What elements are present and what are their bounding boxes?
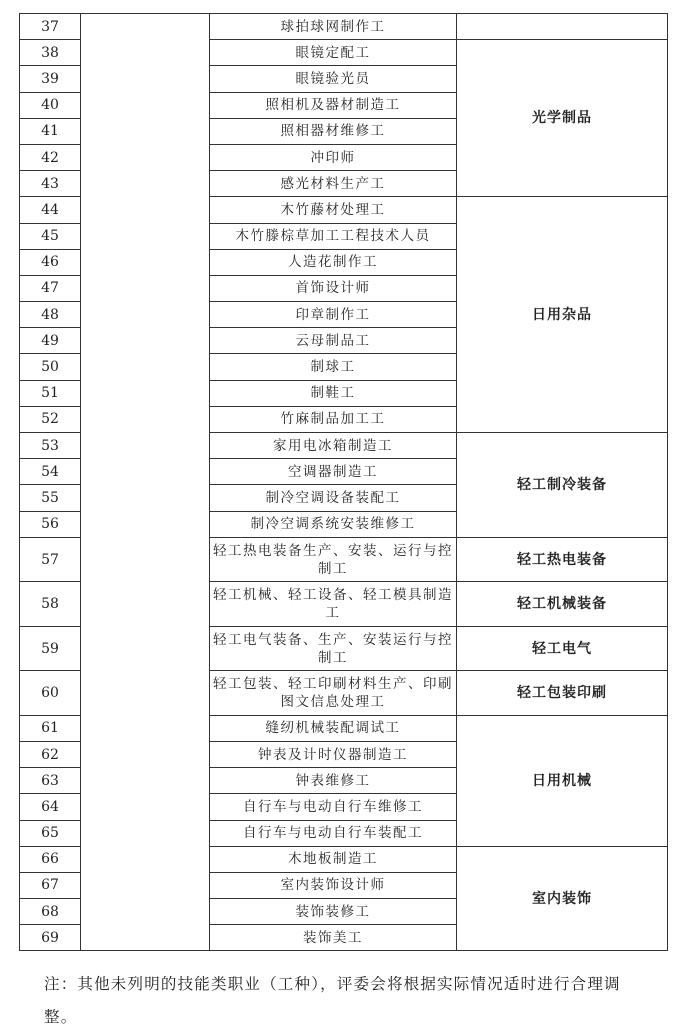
row-number: 51 (20, 380, 81, 406)
category-cell: 轻工包装印刷 (457, 671, 668, 716)
category-cell: 轻工制冷装备 (457, 433, 668, 538)
row-number: 65 (20, 820, 81, 846)
occupation-name: 装饰美工 (210, 925, 457, 951)
occupation-name: 竹麻制品加工工 (210, 406, 457, 432)
occupation-name: 人造花制作工 (210, 249, 457, 275)
row-number: 58 (20, 582, 81, 627)
category-cell: 轻工机械装备 (457, 582, 668, 627)
category-cell: 轻工电气 (457, 626, 668, 671)
occupation-name: 制球工 (210, 354, 457, 380)
occupation-name: 轻工包装、轻工印刷材料生产、印刷图文信息处理工 (210, 671, 457, 716)
occupation-name: 自行车与电动自行车维修工 (210, 794, 457, 820)
occupation-name: 空调器制造工 (210, 459, 457, 485)
row-number: 61 (20, 715, 81, 741)
occupation-name: 照相机及器材制造工 (210, 92, 457, 118)
occupation-name: 室内装饰设计师 (210, 872, 457, 898)
category-cell: 日用杂品 (457, 197, 668, 433)
row-number: 55 (20, 485, 81, 511)
occupation-name: 感光材料生产工 (210, 171, 457, 197)
occupation-name: 钟表维修工 (210, 768, 457, 794)
row-number: 50 (20, 354, 81, 380)
row-number: 38 (20, 40, 81, 66)
row-number: 48 (20, 302, 81, 328)
row-number: 44 (20, 197, 81, 223)
occupation-name: 制鞋工 (210, 380, 457, 406)
row-number: 67 (20, 872, 81, 898)
occupation-name: 云母制品工 (210, 328, 457, 354)
row-number: 64 (20, 794, 81, 820)
row-number: 62 (20, 741, 81, 767)
occupation-name: 球拍球网制作工 (210, 14, 457, 40)
row-number: 41 (20, 118, 81, 144)
occupation-name: 照相器材维修工 (210, 118, 457, 144)
occupation-name: 自行车与电动自行车装配工 (210, 820, 457, 846)
occupation-name: 家用电冰箱制造工 (210, 433, 457, 459)
occupation-name: 冲印师 (210, 144, 457, 170)
row-number: 40 (20, 92, 81, 118)
row-number: 46 (20, 249, 81, 275)
occupation-name: 眼镜定配工 (210, 40, 457, 66)
occupation-table (19, 13, 668, 951)
row-number: 49 (20, 328, 81, 354)
occupation-name: 木竹滕棕草加工工程技术人员 (210, 223, 457, 249)
row-number: 42 (20, 144, 81, 170)
occupation-name: 印章制作工 (210, 302, 457, 328)
row-number: 60 (20, 671, 81, 716)
row-number: 57 (20, 537, 81, 582)
category-cell (457, 14, 668, 40)
row-number: 63 (20, 768, 81, 794)
occupation-name: 制冷空调设备装配工 (210, 485, 457, 511)
occupation-name: 制冷空调系统安装维修工 (210, 511, 457, 537)
row-number: 47 (20, 275, 81, 301)
occupation-name: 轻工热电装备生产、安装、运行与控制工 (210, 537, 457, 582)
occupation-name: 轻工电气装备、生产、安装运行与控制工 (210, 626, 457, 671)
row-number: 66 (20, 846, 81, 872)
occupation-name: 装饰装修工 (210, 899, 457, 925)
occupation-name: 木竹藤材处理工 (210, 197, 457, 223)
row-number: 37 (20, 14, 81, 40)
category-cell: 室内装饰 (457, 846, 668, 951)
row-number: 39 (20, 66, 81, 92)
category-cell: 轻工热电装备 (457, 537, 668, 582)
row-number: 54 (20, 459, 81, 485)
table-row (20, 14, 668, 40)
row-number: 69 (20, 925, 81, 951)
occupation-name: 首饰设计师 (210, 275, 457, 301)
occupation-name: 钟表及计时仪器制造工 (210, 741, 457, 767)
occupation-name: 木地板制造工 (210, 846, 457, 872)
footnote: 注：其他未列明的技能类职业（工种），评委会将根据实际情况适时进行合理调整。 (44, 975, 621, 1026)
row-number: 56 (20, 511, 81, 537)
occupation-name: 眼镜验光员 (210, 66, 457, 92)
row-number: 45 (20, 223, 81, 249)
category-cell: 日用机械 (457, 715, 668, 846)
row-number: 52 (20, 406, 81, 432)
category-cell: 光学制品 (457, 40, 668, 197)
blank-column (81, 14, 210, 951)
row-number: 59 (20, 626, 81, 671)
row-number: 68 (20, 899, 81, 925)
occupation-name: 轻工机械、轻工设备、轻工模具制造工 (210, 582, 457, 627)
occupation-name: 缝纫机械装配调试工 (210, 715, 457, 741)
row-number: 43 (20, 171, 81, 197)
row-number: 53 (20, 433, 81, 459)
